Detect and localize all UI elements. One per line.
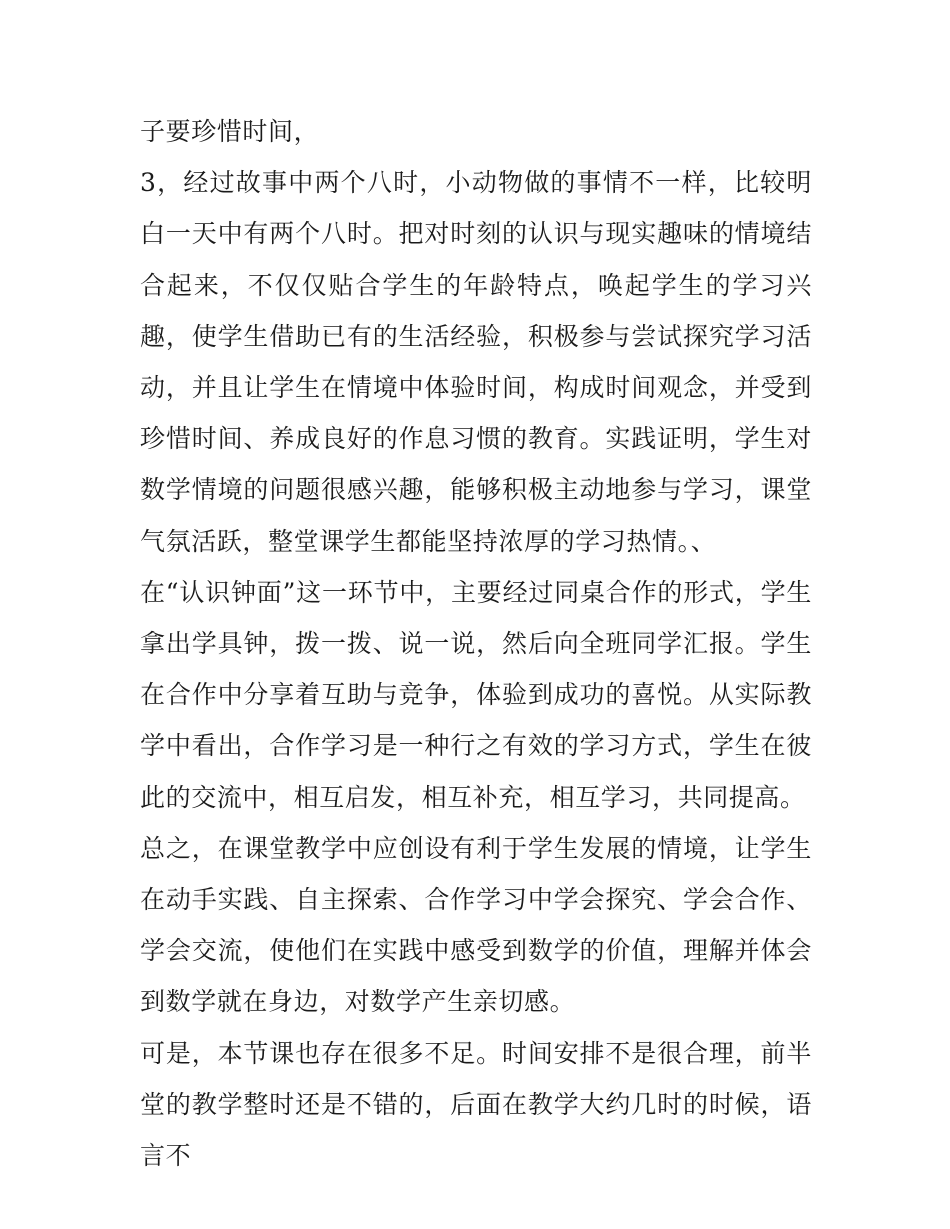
paragraph-continuation: 子要珍惜时间，	[140, 117, 320, 146]
paragraph-clock-face: 在“认识钟面”这一环节中，主要经过同桌合作的形式，学生拿出学具钟，拨一拨、说一说，然后向全班同学汇报。学生在合作中分享着互助与竞争，体验到成功的喜悦。从实际教学中看出，合作学习是一种行之有效的学习方式，学生在彼此的交流中，相互启发，相互补充，相互学习，共同提高。	[140, 577, 812, 812]
document-body	[140, 106, 812, 1181]
paragraph-summary: 总之，在课堂教学中应创设有利于学生发展的情境，让学生在动手实践、自主探索、合作学习中学会探究、学会合作、学会交流，使他们在实践中感受到数学的价值，理解并体会到数学就在身边，对数学产生亲切感。	[140, 833, 812, 1017]
paragraph-shortcomings: 可是，本节课也存在很多不足。时间安排不是很合理，前半堂的教学整时还是不错的，后面在教学大约几时的时候，语言不	[140, 1038, 812, 1171]
paragraph-story-reflection: 3，经过故事中两个八时，小动物做的事情不一样，比较明白一天中有两个八时。把对时刻的认识与现实趣味的情境结合起来，不仅仅贴合学生的年龄特点，唤起学生的学习兴趣，使学生借助已有的生活经验，积极参与尝试探究学习活动，并且让学生在情境中体验时间，构成时间观念，并受到珍惜时间、养成良好的作息习惯的教育。实践证明，学生对数学情境的问题很感兴趣，能够积极主动地参与学习，课堂气氛活跃，整堂课学生都能坚持浓厚的学习热情。、	[140, 168, 812, 556]
